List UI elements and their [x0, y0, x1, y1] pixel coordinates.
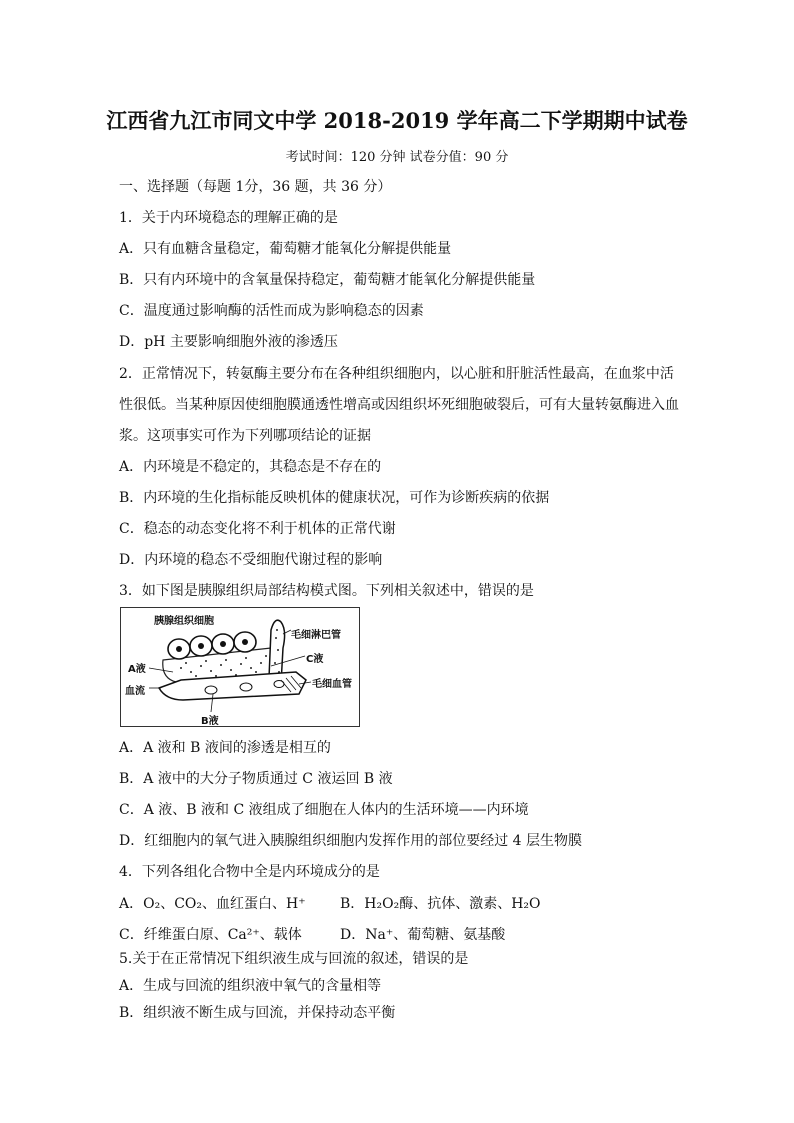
page-title: 江西省九江市同文中学 2018-2019 学年高二下学期期中试卷: [106, 108, 688, 133]
question-1-option-a: A．只有血糖含量稳定，葡萄糖才能氧化分解提供能量: [119, 241, 452, 257]
question-4-option-d: D．Na⁺、葡萄糖、氨基酸: [340, 927, 506, 943]
pancreas-tissue-figure: [120, 607, 360, 727]
question-3-option-b: B．A 液中的大分子物质通过 C 液运回 B 液: [119, 771, 393, 787]
label-blood-flow: 血流: [125, 686, 145, 697]
label-pancreas-cell: 胰腺组织细胞: [154, 616, 214, 627]
label-a-fluid: A液: [128, 664, 146, 675]
question-5-option-a: A．生成与回流的组织液中氧气的含量相等: [119, 978, 382, 994]
question-4-option-c: C．纤维蛋白原、Ca²⁺、载体: [119, 927, 302, 943]
question-2-stem-line-1: 2．正常情况下，转氨酶主要分布在各种组织细胞内，以心脏和肝脏活性最高，在血浆中活: [119, 366, 674, 382]
question-5-stem: 5.关于在正常情况下组织液生成与回流的叙述，错误的是: [119, 951, 469, 967]
label-blood-capillary: 毛细血管: [312, 679, 352, 690]
question-3-option-d: D．红细胞内的氧气进入胰腺组织细胞内发挥作用的部位要经过 4 层生物膜: [119, 833, 583, 849]
question-3-option-c: C．A 液、B 液和 C 液组成了细胞在人体内的生活环境——内环境: [119, 802, 529, 818]
question-3-stem: 3．如下图是胰腺组织局部结构模式图。下列相关叙述中，错误的是: [119, 583, 534, 599]
question-2-option-d: D．内环境的稳态不受细胞代谢过程的影响: [119, 552, 383, 568]
question-4-option-b: B．H₂O₂酶、抗体、激素、H₂O: [340, 896, 541, 912]
question-4-stem: 4．下列各组化合物中全是内环境成分的是: [119, 864, 380, 880]
question-1-option-d: D．pH 主要影响细胞外液的渗透压: [119, 334, 338, 350]
exam-info: 考试时间：120 分钟 试卷分值：90 分: [285, 150, 509, 165]
section-heading: 一、选择题（每题 1分，36 题，共 36 分）: [119, 179, 392, 195]
question-5-option-b: B．组织液不断生成与回流，并保持动态平衡: [119, 1005, 396, 1021]
question-2-stem-line-3: 浆。这项事实可作为下列哪项结论的证据: [119, 428, 371, 444]
label-c-fluid: C液: [306, 654, 324, 665]
question-4-option-a: A．O₂、CO₂、血红蛋白、H⁺: [119, 896, 306, 912]
question-2-option-c: C．稳态的动态变化将不利于机体的正常代谢: [119, 521, 396, 537]
question-3-option-a: A．A 液和 B 液间的渗透是相互的: [119, 740, 331, 756]
label-lymph-capillary: 毛细淋巴管: [291, 630, 341, 641]
question-2-option-b: B．内环境的生化指标能反映机体的健康状况，可作为诊断疾病的依据: [119, 490, 550, 506]
question-2-stem-line-2: 性很低。当某种原因使细胞膜通透性增高或因组织坏死细胞破裂后，可有大量转氨酶进入血: [119, 397, 679, 413]
question-1-stem: 1．关于内环境稳态的理解正确的是: [119, 210, 338, 226]
label-b-fluid: B液: [201, 716, 219, 727]
question-1-option-b: B．只有内环境中的含氧量保持稳定，葡萄糖才能氧化分解提供能量: [119, 272, 536, 288]
question-1-option-c: C．温度通过影响酶的活性而成为影响稳态的因素: [119, 303, 424, 319]
question-2-option-a: A．内环境是不稳定的，其稳态是不存在的: [119, 459, 382, 475]
